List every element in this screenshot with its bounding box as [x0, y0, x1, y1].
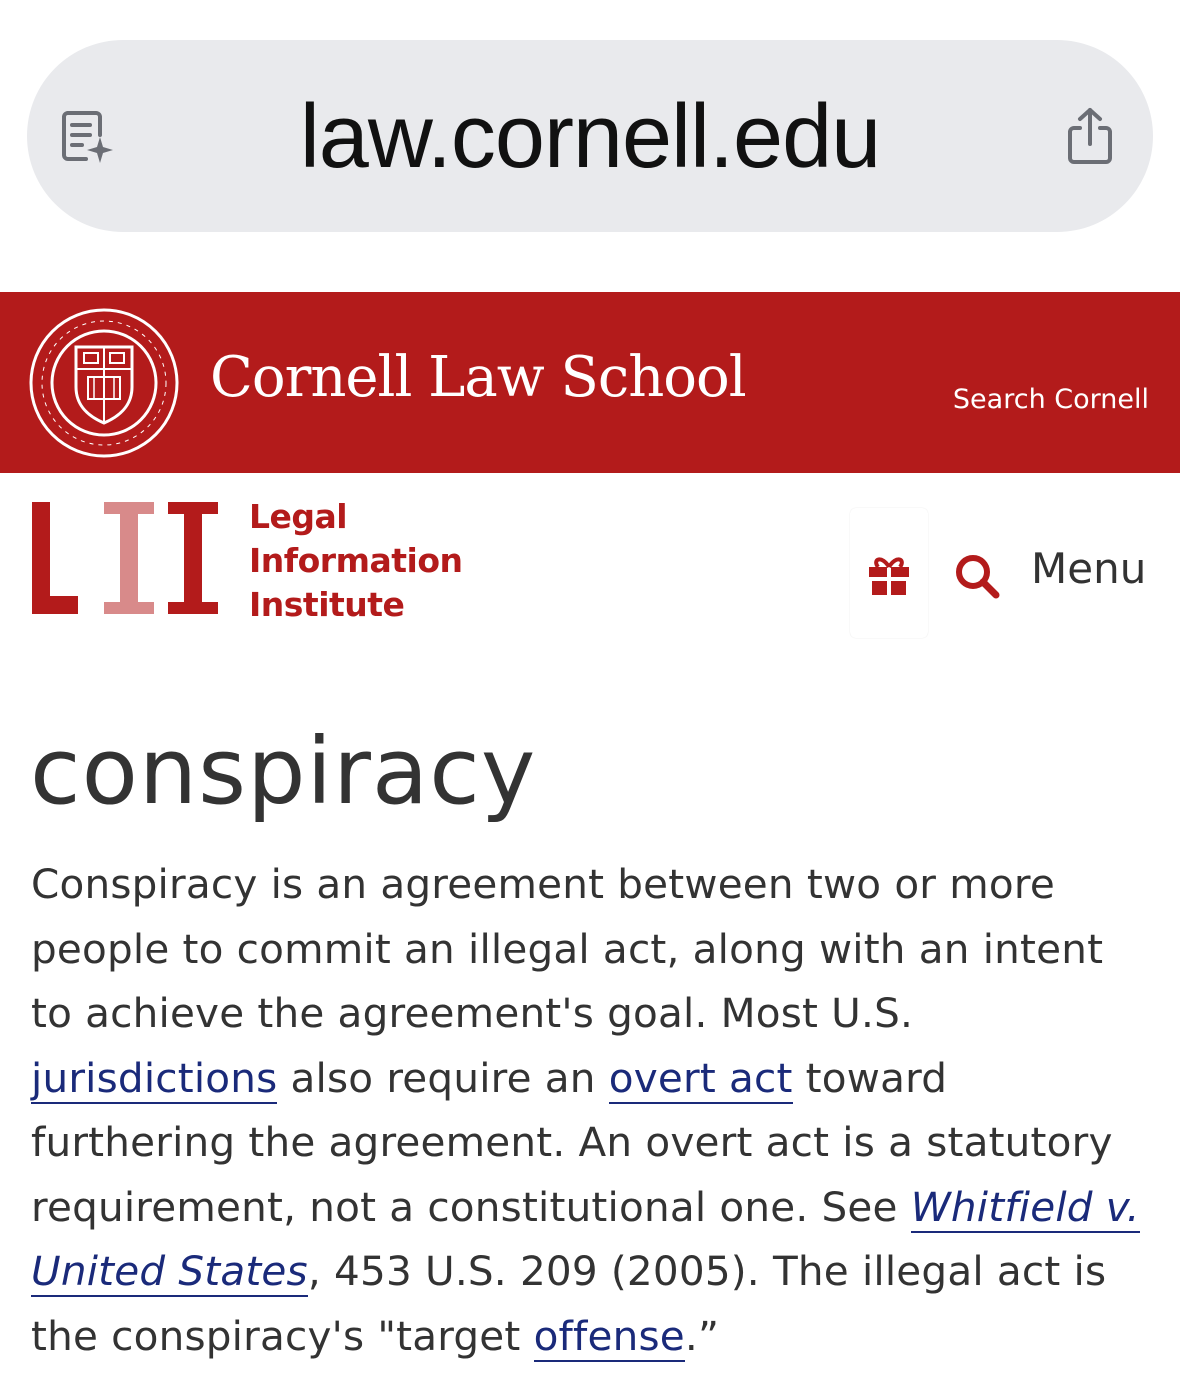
- lii-wordmark[interactable]: [249, 495, 462, 627]
- offense-link[interactable]: offense: [533, 1311, 685, 1360]
- lii-line-information: Information: [249, 541, 463, 580]
- definition-text: .”: [684, 1311, 720, 1360]
- cornell-seal-logo[interactable]: [28, 307, 180, 459]
- jurisdictions-link[interactable]: jurisdictions: [31, 1053, 278, 1102]
- definition-text: Conspiracy is an agreement between two or more people to commit an illegal act, along with an intent to achieve the agreement's goal. Most U.S.: [31, 860, 1104, 1037]
- definition-paragraph: [31, 852, 1156, 1368]
- definition-text: , 453 U.S. 209 (2005). The illegal act is the conspiracy's "target: [31, 1247, 1107, 1360]
- lii-line-institute: Institute: [249, 585, 405, 624]
- definition-text: toward furthering the agreement. An overt act is a statutory requirement, not a constitutional one. See: [31, 1053, 1113, 1231]
- search-cornell-link[interactable]: Search Cornell: [952, 384, 1149, 415]
- school-name[interactable]: Cornell Law School: [210, 345, 746, 410]
- gift-icon[interactable]: [866, 553, 912, 599]
- url-text[interactable]: law.cornell.edu: [299, 87, 881, 187]
- menu-button[interactable]: Menu: [1031, 544, 1147, 593]
- definition-text: also require an: [277, 1053, 609, 1102]
- whitfield-case-link[interactable]: Whitfield v. United States: [31, 1182, 1140, 1295]
- share-icon[interactable]: [1062, 106, 1118, 166]
- lii-line-legal: Legal: [249, 497, 348, 536]
- overt-act-link[interactable]: overt act: [608, 1053, 793, 1102]
- page-title: conspiracy: [30, 718, 537, 825]
- search-icon[interactable]: [954, 553, 1000, 599]
- lii-logo[interactable]: [28, 498, 223, 622]
